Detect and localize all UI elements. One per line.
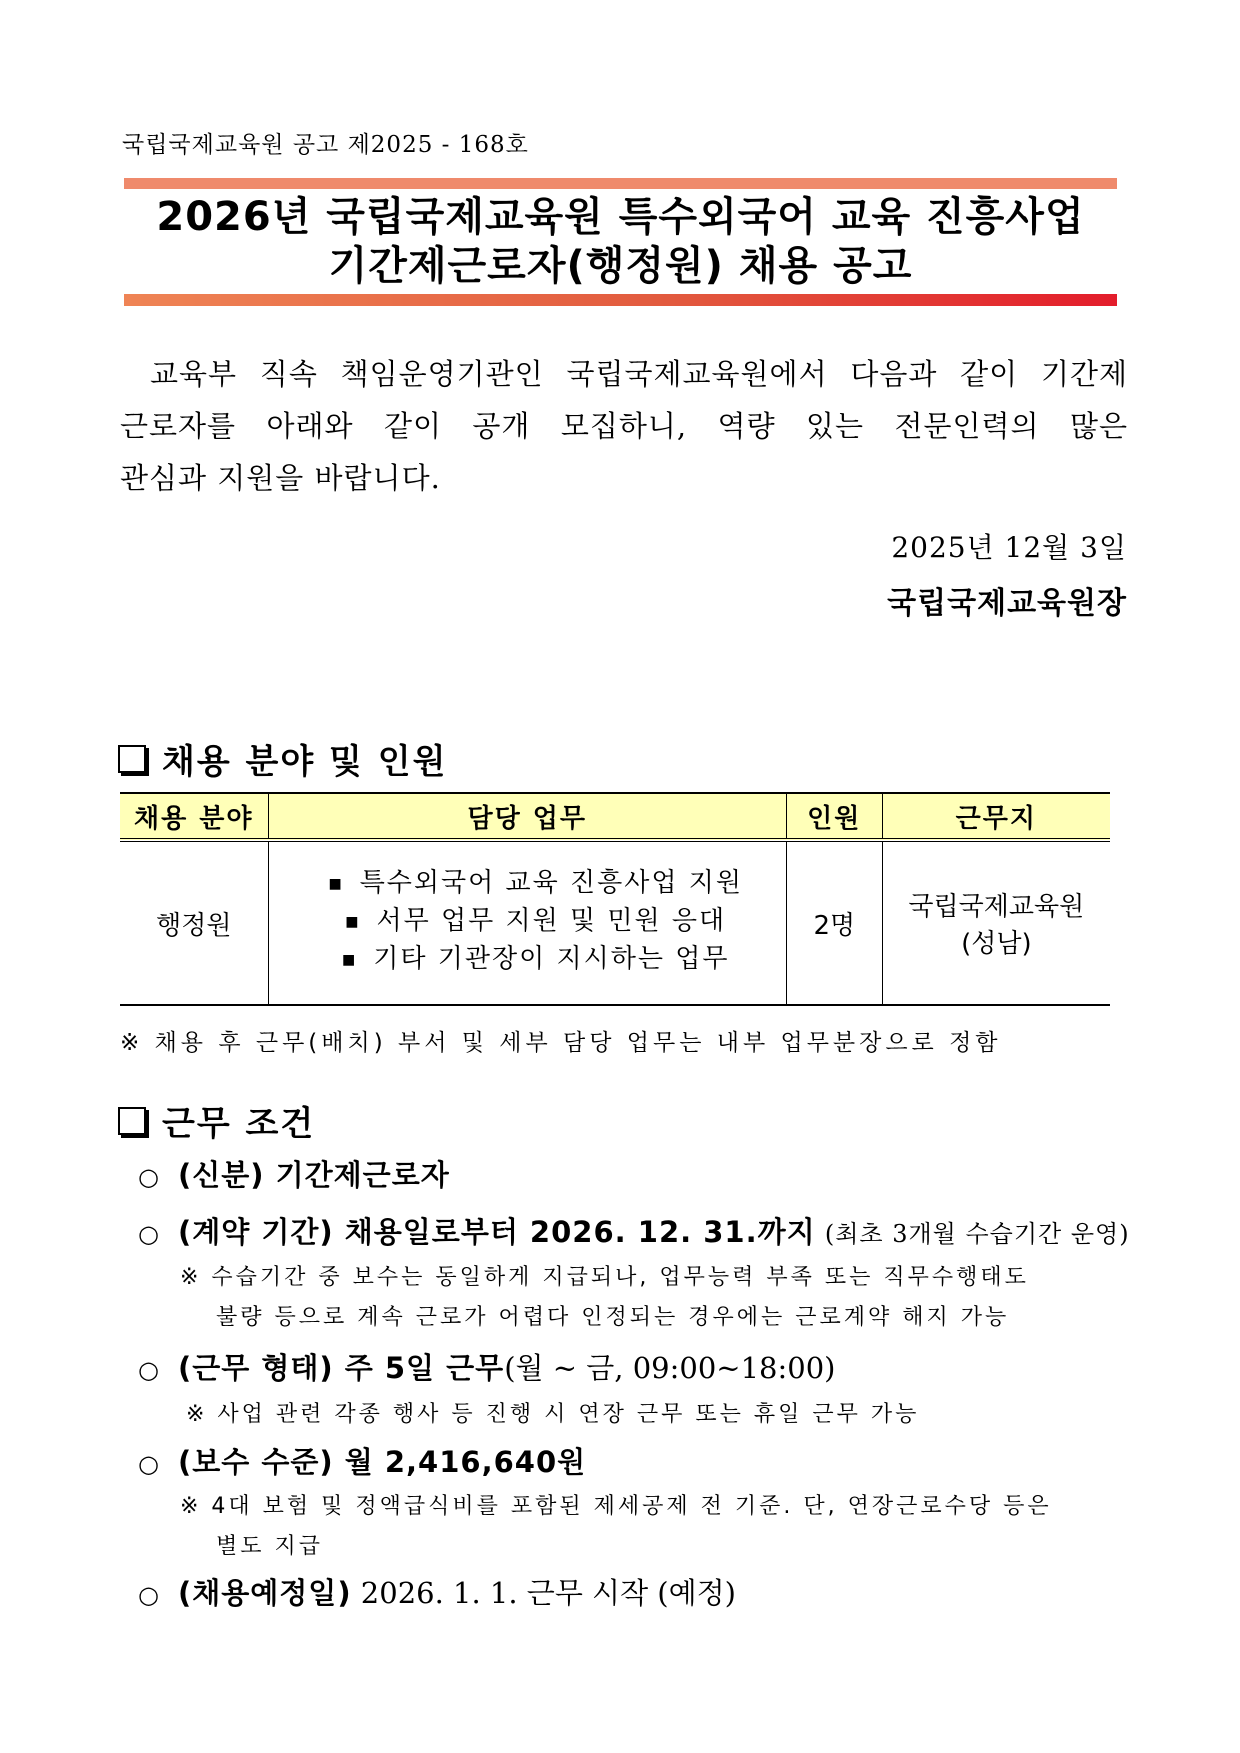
header-count: 인원 xyxy=(786,793,882,840)
duty-item: ■ 서무 업무 지원 및 민원 응대 xyxy=(287,904,785,942)
intro-line-2: 근로자를 아래와 같이 공개 모집하니, 역량 있는 전문인력의 많은 xyxy=(120,409,1128,443)
probation-note-line-1: ※ 수습기간 중 보수는 동일하게 지급되나, 업무능력 부족 또는 직무수행태도 xyxy=(180,1265,1029,1290)
location-city: (성남) xyxy=(961,929,1032,959)
duty-item: ■ 기타 기관장이 지시하는 업무 xyxy=(287,942,785,980)
assignment-note: ※ 채용 후 근무(배치) 부서 및 세부 담당 업무는 내부 업무분장으로 정함 xyxy=(120,1030,1002,1056)
title-line-1: 2026년 국립국제교육원 특수외국어 교육 진흥사업 xyxy=(156,194,1085,240)
section-heading-text: 채용 분야 및 인원 xyxy=(162,742,448,782)
condition-hours: (월 ~ 금, 09:00~18:00) xyxy=(504,1351,836,1385)
title-bar-top xyxy=(124,178,1117,189)
circle-bullet-icon: ○ xyxy=(138,1450,159,1478)
overtime-note: ※ 사업 관련 각종 행사 등 진행 시 연장 근무 또는 휴일 근무 가능 xyxy=(186,1402,920,1427)
title-line-2: 기간제근로자(행정원) 채용 공고 xyxy=(328,243,913,289)
circle-bullet-icon: ○ xyxy=(138,1356,159,1384)
intro-paragraph xyxy=(120,348,1128,504)
condition-status xyxy=(138,1153,450,1194)
condition-work-type xyxy=(138,1346,835,1387)
condition-label: (채용예정일) xyxy=(178,1576,352,1610)
announcement-number: 국립국제교육원 공고 제2025 - 168호 xyxy=(122,132,529,158)
section-heading-text: 근무 조건 xyxy=(162,1104,316,1144)
announcement-date: 2025년 12월 3일 xyxy=(891,531,1127,564)
header-duties: 담당 업무 xyxy=(268,793,786,840)
recruitment-table xyxy=(120,792,1110,1006)
signer: 국립국제교육원장 xyxy=(887,586,1127,621)
cell-location xyxy=(882,840,1110,1005)
page-title xyxy=(124,193,1117,291)
table-row xyxy=(120,840,1110,1005)
cell-duties xyxy=(268,840,786,1005)
title-bar-bottom xyxy=(124,294,1117,306)
condition-start-text: 2026. 1. 1. 근무 시작 (예정) xyxy=(360,1576,736,1610)
location-name: 국립국제교육원 xyxy=(908,892,1085,922)
intro-line-1: 교육부 직속 책임운영기관인 국립국제교육원에서 다음과 같이 기간제 xyxy=(150,357,1128,391)
condition-label: (신분) 기간제근로자 xyxy=(178,1158,450,1192)
condition-contract-period xyxy=(138,1210,1130,1251)
condition-label: (계약 기간) 채용일로부터 2026. 12. 31.까지 xyxy=(178,1215,816,1249)
condition-label: (보수 수준) 월 2,416,640원 xyxy=(178,1445,587,1479)
cell-count: 2명 xyxy=(786,840,882,1005)
table-header-row xyxy=(120,793,1110,840)
pay-note-line-2: 별도 지급 xyxy=(216,1534,324,1559)
condition-start-date xyxy=(138,1571,736,1612)
header-field: 채용 분야 xyxy=(120,793,268,840)
cell-field: 행정원 xyxy=(120,840,268,1005)
section-heading-recruitment xyxy=(118,734,447,783)
probation-note-line-2: 불량 등으로 계속 근로가 어렵다 인정되는 경우에는 근로계약 해지 가능 xyxy=(216,1305,1010,1330)
circle-bullet-icon: ○ xyxy=(138,1163,159,1191)
condition-label: (근무 형태) 주 5일 근무 xyxy=(178,1351,505,1385)
probation-text: (최초 3개월 수습기간 운영) xyxy=(824,1220,1130,1248)
header-location: 근무지 xyxy=(882,793,1110,840)
circle-bullet-icon: ○ xyxy=(138,1581,159,1609)
checkbox-square-icon xyxy=(118,1107,146,1135)
checkbox-square-icon xyxy=(118,745,146,773)
section-heading-conditions xyxy=(118,1096,315,1145)
pay-note-line-1: ※ 4대 보험 및 정액급식비를 포함된 제세공제 전 기준. 단, 연장근로수당 등은 xyxy=(180,1494,1052,1519)
duty-item: ■ 특수외국어 교육 진흥사업 지원 xyxy=(287,866,785,904)
intro-line-3: 관심과 지원을 바랍니다. xyxy=(120,461,441,495)
condition-pay xyxy=(138,1440,586,1481)
circle-bullet-icon: ○ xyxy=(138,1220,159,1248)
